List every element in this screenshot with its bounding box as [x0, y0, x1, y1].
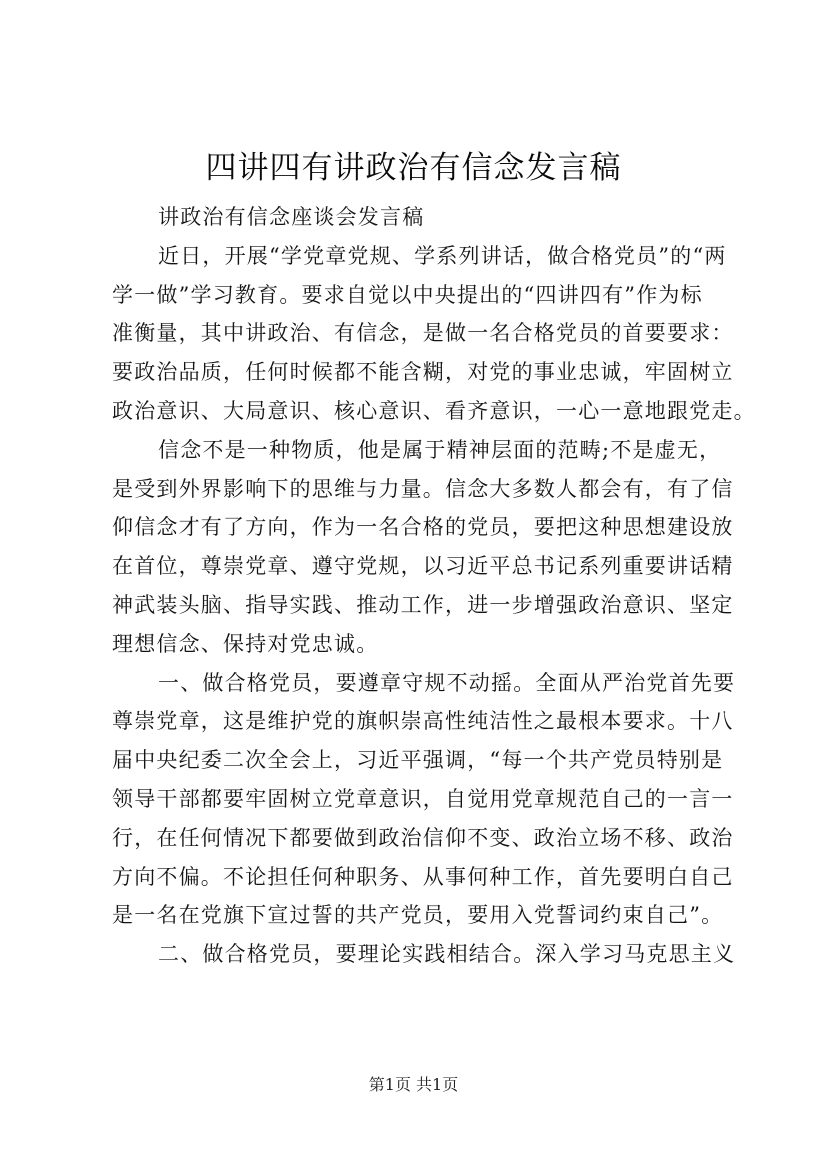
paragraph-line: 在首位，尊崇党章、遵守党规，以习近平总书记系列重要讲话精	[112, 554, 734, 579]
paragraph-line: 方向不偏。不论担任何种职务、从事何种工作，首先要明白自己	[112, 864, 734, 889]
document-body	[112, 198, 756, 974]
paragraph-line: 理想信念、保持对党忠诚。	[112, 631, 379, 656]
paragraph-line: 二、做合格党员，要理论实践相结合。深入学习马克思主义	[158, 942, 736, 967]
paragraph-line: 行，在任何情况下都要做到政治信仰不变、政治立场不移、政治	[112, 825, 734, 850]
paragraph-line: 要政治品质，任何时候都不能含糊，对党的事业忠诚，牢固树立	[112, 360, 734, 385]
paragraph-line: 一、做合格党员，要遵章守规不动摇。全面从严治党首先要	[158, 670, 736, 695]
paragraph-line: 学一做”学习教育。要求自觉以中央提出的“四讲四有”作为标	[112, 282, 703, 307]
paragraph-line: 是一名在党旗下宣过誓的共产党员，要用入党誓词约束自己”。	[112, 903, 724, 928]
subtitle-line: 讲政治有信念座谈会发言稿	[158, 205, 425, 229]
paragraph-line: 信念不是一种物质，他是属于精神层面的范畴;不是虚无，	[158, 437, 722, 462]
paragraph-line: 尊崇党章，这是维护党的旗帜崇高性纯洁性之最根本要求。十八	[112, 709, 734, 734]
page-footer: 第1页 共1页	[368, 1075, 459, 1094]
paragraph-line: 领导干部都要牢固树立党章意识，自觉用党章规范自己的一言一	[112, 786, 734, 811]
paragraph-line: 届中央纪委二次全会上，习近平强调，“每一个共产党员特别是	[112, 748, 724, 773]
paragraph-line: 政治意识、大局意识、核心意识、看齐意识，一心一意地跟党走。	[112, 398, 756, 423]
paragraph-line: 神武装头脑、指导实践、推动工作，进一步增强政治意识、坚定	[112, 592, 734, 617]
paragraph-line: 准衡量，其中讲政治、有信念，是做一名合格党员的首要要求：	[112, 321, 734, 346]
paragraph-line: 仰信念才有了方向，作为一名合格的党员，要把这种思想建设放	[112, 515, 734, 540]
document-title: 四讲四有讲政治有信念发言稿	[205, 150, 622, 186]
paragraph-line: 近日，开展“学党章党规、学系列讲话，做合格党员”的“两	[158, 243, 727, 268]
paragraph-line: 是受到外界影响下的思维与力量。信念大多数人都会有，有了信	[112, 476, 734, 501]
